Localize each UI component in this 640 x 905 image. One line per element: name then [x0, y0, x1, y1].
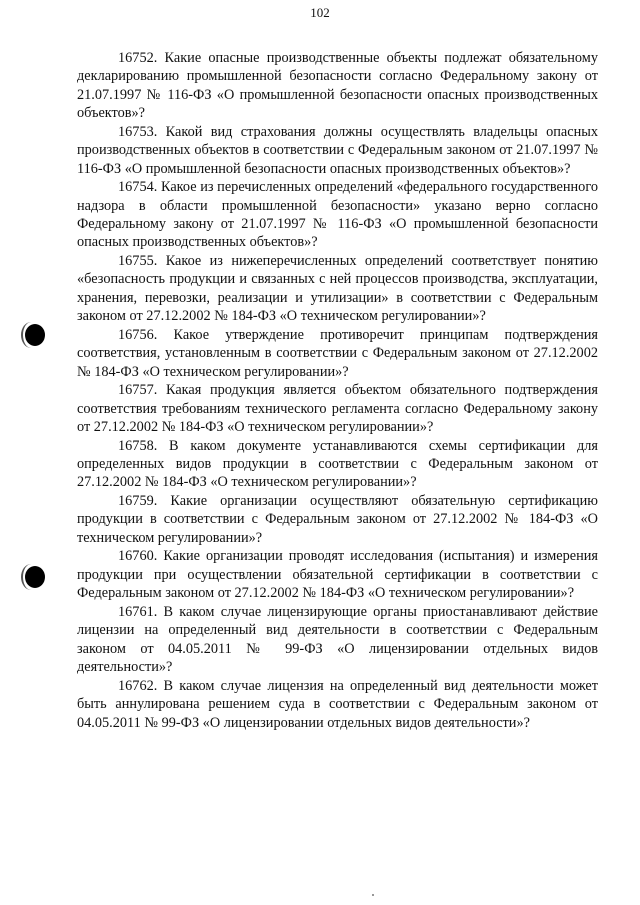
punch-hole-mark — [25, 566, 45, 588]
page-number: 102 — [310, 5, 330, 20]
question-16762: 16762. В каком случае лицензия на определенный вид деятельности может быть аннулирована решением суда в соответствии с Федеральным законом от 04.05.2011 № 99-ФЗ «О лицензировании отдельных видов деятельности»? — [77, 677, 598, 731]
question-16754: 16754. Какое из перечисленных определений «федерального государственного надзора в области промышленной безопасности» указано верно согласно Федеральному закону от 21.07.1997 № 116-ФЗ «О промышленной безопасности опасных производственных объектов»? — [77, 179, 598, 251]
question-16758: 16758. В каком документе устанавливаются схемы сертификации для определенных видов продукции в соответствии с Федеральным законом от 27.12.2002 № 184-ФЗ «О техническом регулировании»? — [77, 437, 598, 491]
scan-speck — [372, 894, 374, 896]
question-16757: 16757. Какая продукция является объектом обязательного подтверждения соответствия требованиям технического регламента согласно Федеральному закону от 27.12.2002 № 184-ФЗ «О техническом регулировании»? — [77, 382, 598, 436]
question-list — [77, 49, 598, 732]
question-16753: 16753. Какой вид страхования должны осуществлять владельцы опасных производственных объектов в соответствии с Федеральным законом от 21.07.1997 № 116-ФЗ «О промышленной безопасности опасных производственных объектов»? — [77, 123, 598, 177]
question-16752: 16752. Какие опасные производственные объекты подлежат обязательному декларированию промышленной безопасности согласно Федеральному закону от 21.07.1997 № 116-ФЗ «О промышленной безопасности опасных производственных объектов»? — [77, 50, 598, 122]
punch-hole-mark — [25, 324, 45, 346]
question-16759: 16759. Какие организации осуществляют обязательную сертификацию продукции в соответствии с Федеральным законом от 27.12.2002 № 184-ФЗ «О техническом регулировании»? — [77, 493, 598, 546]
question-16761: 16761. В каком случае лицензирующие органы приостанавливают действие лицензии на определенный вид деятельности в соответствии с Федеральным законом от 04.05.2011 № 99-ФЗ «О лицензировании отдельных видов деятельности»? — [77, 603, 598, 676]
question-16755: 16755. Какое из нижеперечисленных определений соответствует понятию «безопасность продукции и связанных с ней процессов производства, эксплуатации, хранения, перевозки, реализации и утилизации» в соответствии с Федеральным законом от 27.12.2002 № 184-ФЗ «О техническом регулировании»? — [77, 253, 598, 325]
question-16756: 16756. Какое утверждение противоречит принципам подтверждения соответствия, установленным в соответствии с Федеральным законом от 27.12.2002 № 184-ФЗ «О техническом регулировании»? — [77, 326, 598, 380]
question-16760: 16760. Какие организации проводят исследования (испытания) и измерения продукции при осуществлении обязательной сертификации в соответствии с Федеральным законом от 27.12.2002 № 184-ФЗ «О техническом регулировании»? — [77, 548, 598, 602]
